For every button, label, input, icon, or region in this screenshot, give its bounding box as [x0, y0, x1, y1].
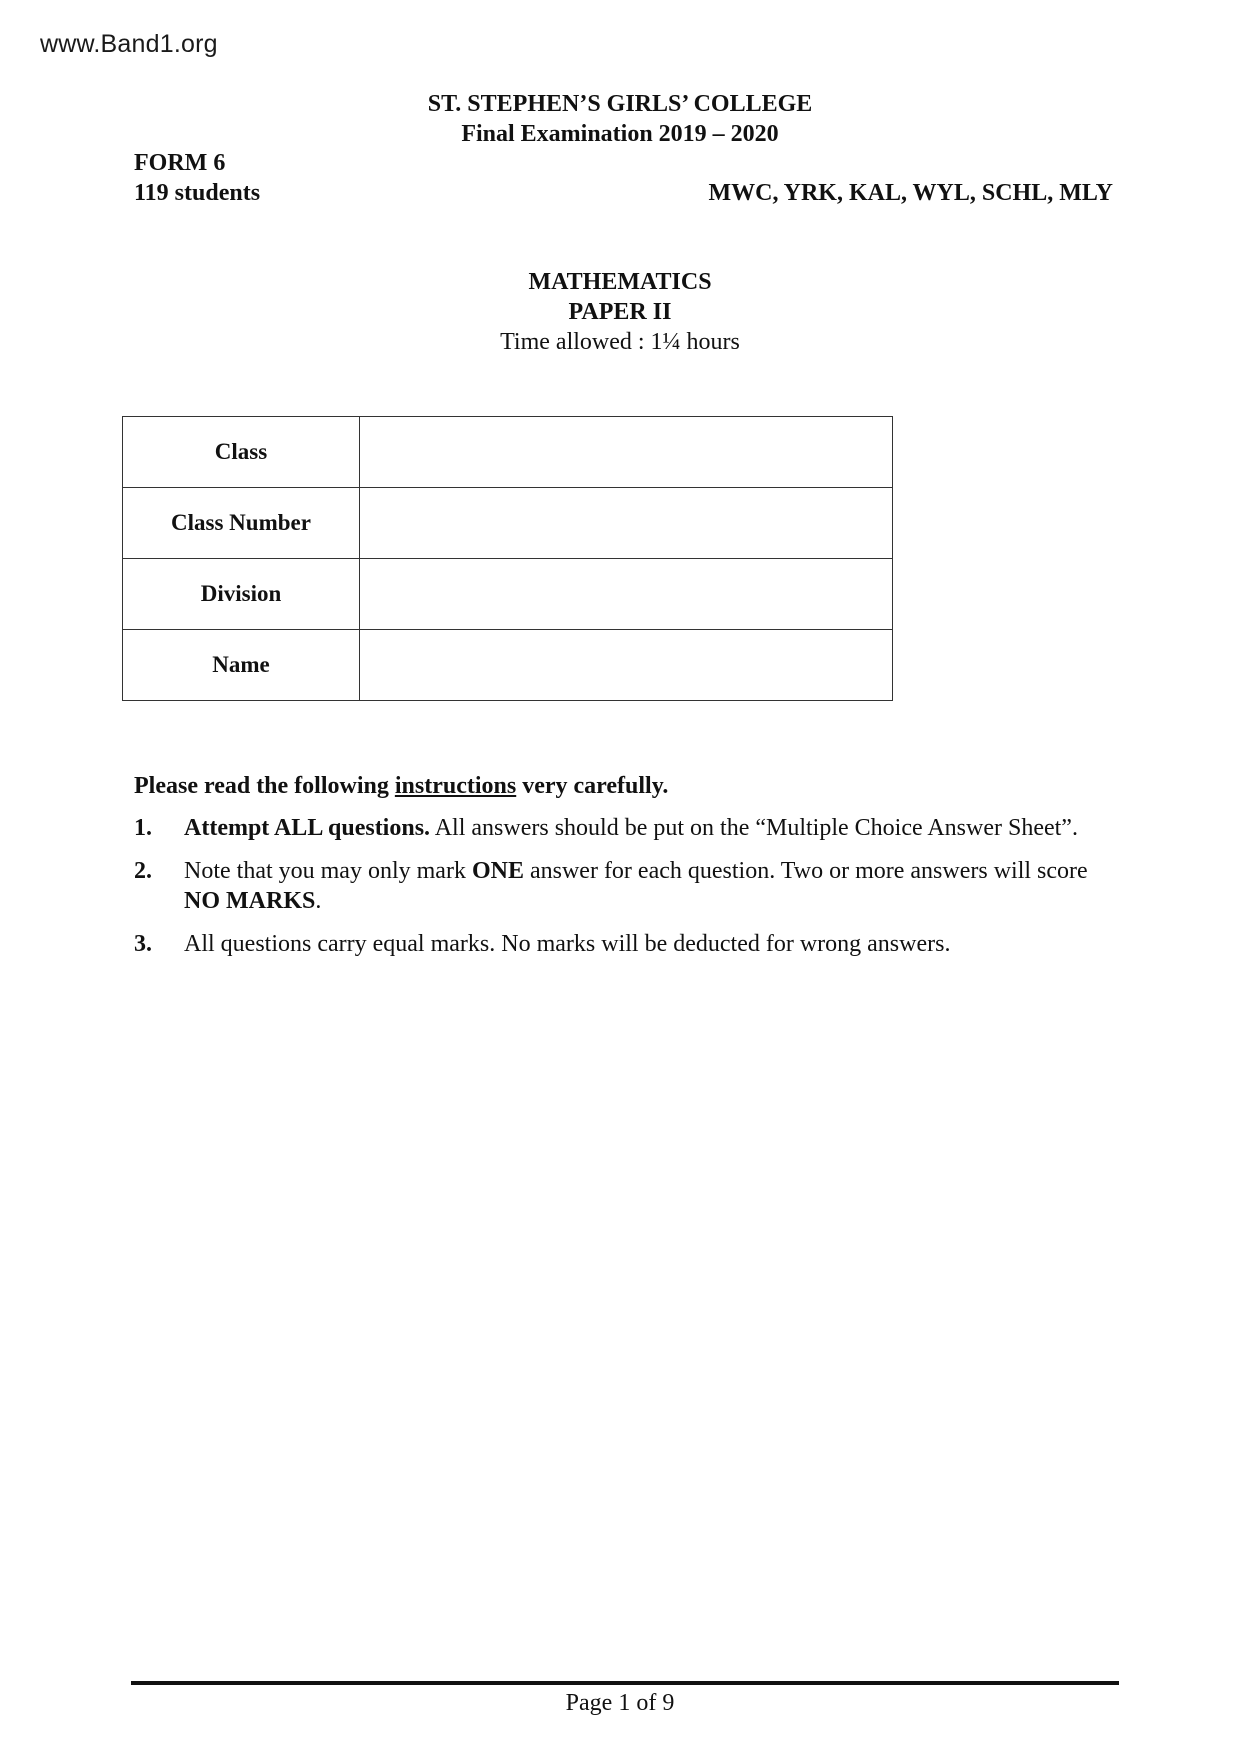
instructions-heading-pre: Please read the following — [134, 773, 395, 799]
instruction-text — [184, 856, 1124, 916]
subject-title: MATHEMATICS — [528, 269, 712, 295]
paper-title: PAPER II — [568, 299, 672, 325]
instruction-text — [184, 813, 1124, 843]
instruction-item-1 — [134, 813, 1124, 843]
footer-rule — [131, 1681, 1119, 1685]
students-count: 119 students — [134, 180, 261, 206]
instruction-bold-2: NO MARKS — [184, 888, 316, 914]
instruction-number: 3. — [134, 931, 152, 957]
division-field[interactable] — [360, 559, 893, 630]
instruction-pre: Note that you may only mark — [184, 858, 472, 884]
page-number: Page 1 of 9 — [565, 1690, 675, 1716]
instructions-heading-post: very carefully. — [516, 773, 669, 799]
instruction-item-3 — [134, 929, 1124, 959]
instructions-heading-underlined: instructions — [394, 773, 517, 799]
class-number-field[interactable] — [360, 488, 893, 559]
instruction-mid: answer for each question. Two or more answers will score — [523, 858, 1088, 884]
instruction-bold: Attempt ALL questions. — [184, 815, 431, 841]
instructions-heading — [134, 771, 668, 801]
instruction-number: 1. — [134, 815, 152, 841]
table-row — [123, 559, 893, 630]
college-name: ST. STEPHEN’S GIRLS’ COLLEGE — [427, 91, 813, 117]
form-label: FORM 6 — [134, 150, 226, 176]
table-row — [123, 417, 893, 488]
exam-title: Final Examination 2019 – 2020 — [461, 121, 779, 147]
instruction-item-2 — [134, 856, 1124, 916]
table-row — [123, 630, 893, 701]
name-label: Name — [123, 630, 360, 701]
division-label: Division — [123, 559, 360, 630]
time-allowed: Time allowed : 1¼ hours — [500, 329, 740, 355]
class-label: Class — [123, 417, 360, 488]
instruction-post: . — [315, 888, 322, 914]
name-field[interactable] — [360, 630, 893, 701]
table-row — [123, 488, 893, 559]
instruction-text: All questions carry equal marks. No marks will be deducted for wrong answers. — [184, 931, 951, 957]
student-info-table — [122, 416, 893, 701]
instruction-number: 2. — [134, 858, 152, 884]
teacher-initials: MWC, YRK, KAL, WYL, SCHL, MLY — [708, 180, 1113, 206]
instruction-rest: All answers should be put on the “Multiple Choice Answer Sheet”. — [430, 815, 1078, 841]
watermark-text: www.Band1.org — [40, 30, 218, 58]
class-field[interactable] — [360, 417, 893, 488]
instruction-bold: ONE — [471, 858, 524, 884]
class-number-label: Class Number — [123, 488, 360, 559]
